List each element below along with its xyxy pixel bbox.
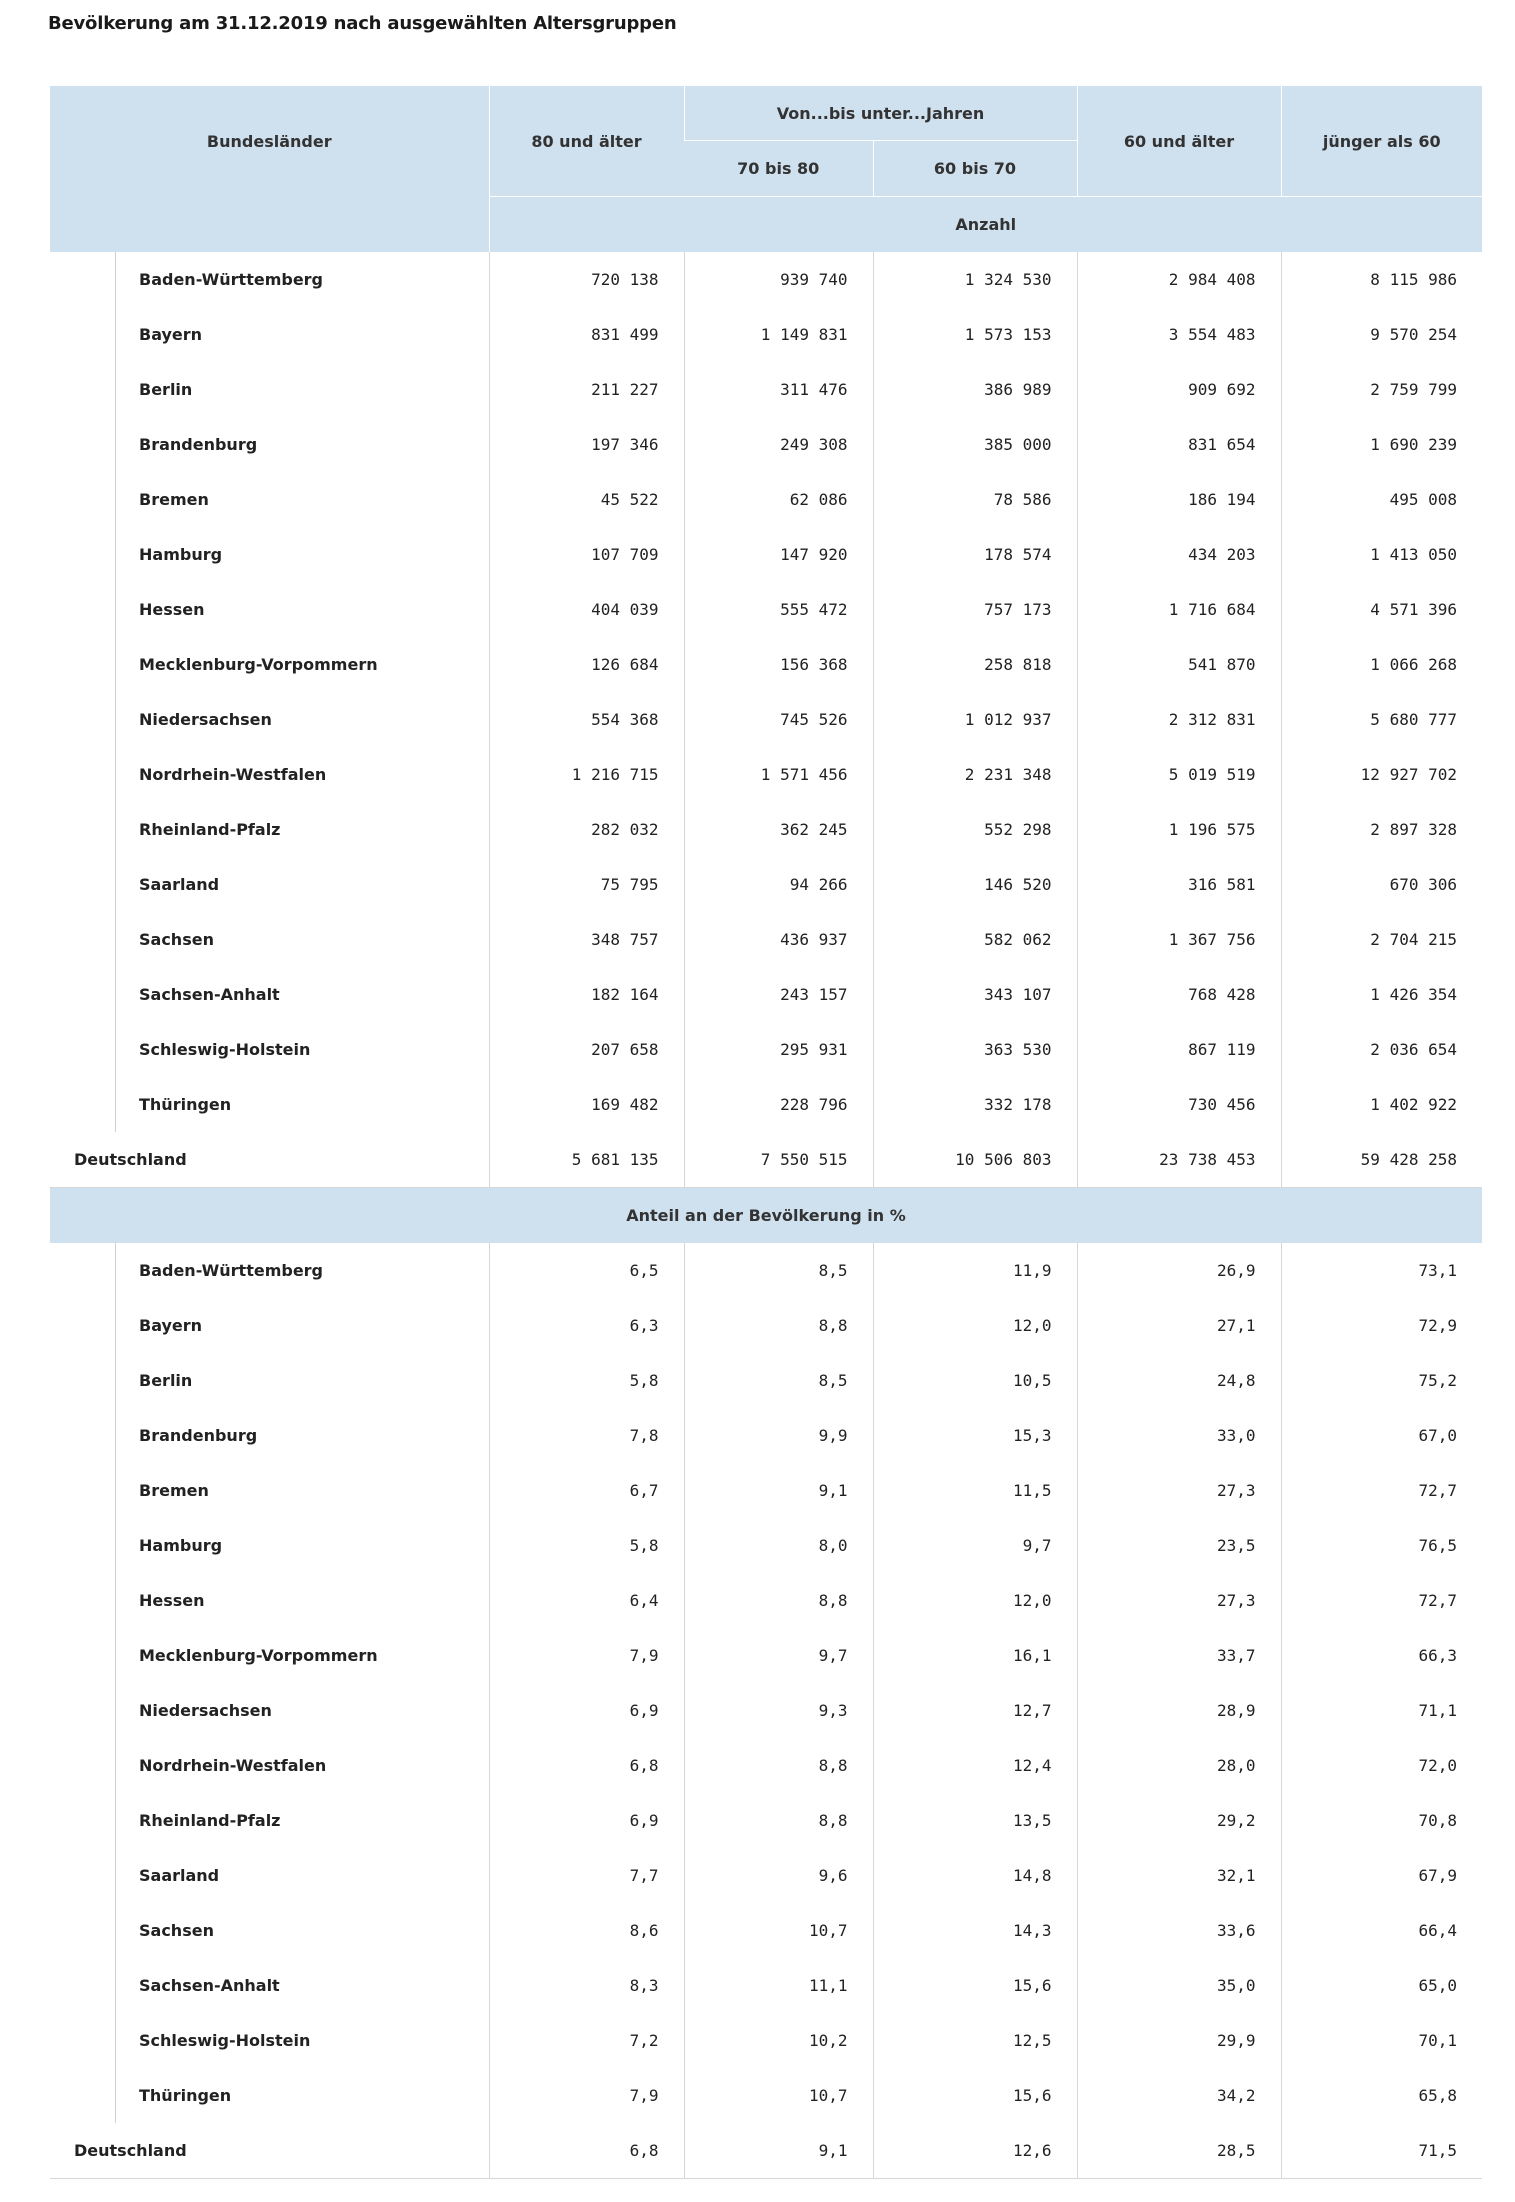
value-cell: 6,5 <box>489 1243 684 1298</box>
value-cell: 8,5 <box>684 1353 873 1408</box>
value-cell: 72,9 <box>1281 1298 1482 1353</box>
value-cell: 67,0 <box>1281 1408 1482 1463</box>
header-60-plus: 60 und älter <box>1077 86 1281 197</box>
table-row <box>50 307 1482 362</box>
region-name: Sachsen-Anhalt <box>50 1958 489 2013</box>
value-cell: 495 008 <box>1281 472 1482 527</box>
value-cell: 34,2 <box>1077 2068 1281 2123</box>
value-cell: 282 032 <box>489 802 684 857</box>
table-row <box>50 692 1482 747</box>
region-name: Niedersachsen <box>50 1683 489 1738</box>
total-value-cell: 9,1 <box>684 2123 873 2179</box>
value-cell: 386 989 <box>873 362 1077 417</box>
region-name: Bayern <box>50 307 489 362</box>
value-cell: 6,4 <box>489 1573 684 1628</box>
value-cell: 348 757 <box>489 912 684 967</box>
value-cell: 11,5 <box>873 1463 1077 1518</box>
table-row <box>50 802 1482 857</box>
table-row <box>50 857 1482 912</box>
value-cell: 12,4 <box>873 1738 1077 1793</box>
region-name: Sachsen-Anhalt <box>50 967 489 1022</box>
table-row <box>50 912 1482 967</box>
region-name: Hessen <box>50 582 489 637</box>
table-row <box>50 1243 1482 1298</box>
table-row <box>50 417 1482 472</box>
value-cell: 939 740 <box>684 252 873 307</box>
value-cell: 26,9 <box>1077 1243 1281 1298</box>
total-value-cell: 12,6 <box>873 2123 1077 2179</box>
value-cell: 6,3 <box>489 1298 684 1353</box>
header-60-70: 60 bis 70 <box>873 141 1077 197</box>
value-cell: 1 012 937 <box>873 692 1077 747</box>
value-cell: 70,1 <box>1281 2013 1482 2068</box>
value-cell: 5 680 777 <box>1281 692 1482 747</box>
value-cell: 76,5 <box>1281 1518 1482 1573</box>
value-cell: 28,0 <box>1077 1738 1281 1793</box>
value-cell: 332 178 <box>873 1077 1077 1132</box>
value-cell: 2 897 328 <box>1281 802 1482 857</box>
table-row <box>50 582 1482 637</box>
value-cell: 16,1 <box>873 1628 1077 1683</box>
header-unit-count: Anzahl <box>489 197 1482 253</box>
table-row <box>50 2013 1482 2068</box>
value-cell: 1 571 456 <box>684 747 873 802</box>
region-name: Bremen <box>50 472 489 527</box>
region-name: Mecklenburg-Vorpommern <box>50 637 489 692</box>
value-cell: 1 149 831 <box>684 307 873 362</box>
value-cell: 1 324 530 <box>873 252 1077 307</box>
value-cell: 5,8 <box>489 1518 684 1573</box>
value-cell: 7,2 <box>489 2013 684 2068</box>
region-name: Thüringen <box>50 2068 489 2123</box>
region-name: Brandenburg <box>50 417 489 472</box>
value-cell: 10,7 <box>684 2068 873 2123</box>
value-cell: 831 654 <box>1077 417 1281 472</box>
value-cell: 9,9 <box>684 1408 873 1463</box>
region-name: Nordrhein-Westfalen <box>50 1738 489 1793</box>
value-cell: 70,8 <box>1281 1793 1482 1848</box>
value-cell: 23,5 <box>1077 1518 1281 1573</box>
value-cell: 7,7 <box>489 1848 684 1903</box>
value-cell: 178 574 <box>873 527 1077 582</box>
table-row <box>50 637 1482 692</box>
total-value-cell: 59 428 258 <box>1281 1132 1482 1188</box>
value-cell: 3 554 483 <box>1077 307 1281 362</box>
page-title: Bevölkerung am 31.12.2019 nach ausgewählten Altersgruppen <box>48 13 677 34</box>
value-cell: 867 119 <box>1077 1022 1281 1077</box>
region-name: Hamburg <box>50 1518 489 1573</box>
value-cell: 7,8 <box>489 1408 684 1463</box>
value-cell: 8 115 986 <box>1281 252 1482 307</box>
table-row <box>50 1022 1482 1077</box>
value-cell: 8,6 <box>489 1903 684 1958</box>
value-cell: 107 709 <box>489 527 684 582</box>
value-cell: 768 428 <box>1077 967 1281 1022</box>
total-value-cell: 23 738 453 <box>1077 1132 1281 1188</box>
value-cell: 1 367 756 <box>1077 912 1281 967</box>
value-cell: 28,9 <box>1077 1683 1281 1738</box>
value-cell: 27,3 <box>1077 1573 1281 1628</box>
total-label: Deutschland <box>50 1132 489 1188</box>
value-cell: 8,3 <box>489 1958 684 2013</box>
value-cell: 62 086 <box>684 472 873 527</box>
value-cell: 12,0 <box>873 1298 1077 1353</box>
value-cell: 6,7 <box>489 1463 684 1518</box>
value-cell: 720 138 <box>489 252 684 307</box>
value-cell: 2 036 654 <box>1281 1022 1482 1077</box>
value-cell: 197 346 <box>489 417 684 472</box>
value-cell: 186 194 <box>1077 472 1281 527</box>
table-row <box>50 362 1482 417</box>
value-cell: 45 522 <box>489 472 684 527</box>
header-under-60: jünger als 60 <box>1281 86 1482 197</box>
value-cell: 207 658 <box>489 1022 684 1077</box>
table-row <box>50 1738 1482 1793</box>
region-name: Schleswig-Holstein <box>50 2013 489 2068</box>
value-cell: 14,8 <box>873 1848 1077 1903</box>
value-cell: 2 704 215 <box>1281 912 1482 967</box>
region-name: Rheinland-Pfalz <box>50 802 489 857</box>
value-cell: 12,0 <box>873 1573 1077 1628</box>
region-name: Baden-Württemberg <box>50 1243 489 1298</box>
value-cell: 670 306 <box>1281 857 1482 912</box>
value-cell: 554 368 <box>489 692 684 747</box>
value-cell: 745 526 <box>684 692 873 747</box>
table-row <box>50 1958 1482 2013</box>
region-name: Berlin <box>50 362 489 417</box>
value-cell: 6,9 <box>489 1683 684 1738</box>
table-row <box>50 1463 1482 1518</box>
value-cell: 6,8 <box>489 1738 684 1793</box>
section-label-percent: Anteil an der Bevölkerung in % <box>50 1188 1482 1244</box>
total-value-cell: 71,5 <box>1281 2123 1482 2179</box>
value-cell: 436 937 <box>684 912 873 967</box>
value-cell: 29,2 <box>1077 1793 1281 1848</box>
region-name: Berlin <box>50 1353 489 1408</box>
table-row <box>50 1353 1482 1408</box>
value-cell: 8,8 <box>684 1793 873 1848</box>
table-row <box>50 252 1482 307</box>
value-cell: 831 499 <box>489 307 684 362</box>
value-cell: 71,1 <box>1281 1683 1482 1738</box>
value-cell: 13,5 <box>873 1793 1077 1848</box>
table-row <box>50 967 1482 1022</box>
population-table <box>50 86 1482 2179</box>
value-cell: 582 062 <box>873 912 1077 967</box>
value-cell: 11,9 <box>873 1243 1077 1298</box>
header-region: Bundesländer <box>50 86 489 197</box>
value-cell: 258 818 <box>873 637 1077 692</box>
section-row <box>50 1188 1482 1244</box>
value-cell: 7,9 <box>489 2068 684 2123</box>
table-row <box>50 1628 1482 1683</box>
header-spacer <box>50 197 489 253</box>
value-cell: 8,8 <box>684 1738 873 1793</box>
table-row <box>50 1573 1482 1628</box>
region-name: Brandenburg <box>50 1408 489 1463</box>
region-name: Hamburg <box>50 527 489 582</box>
table-row <box>50 472 1482 527</box>
value-cell: 6,9 <box>489 1793 684 1848</box>
value-cell: 1 066 268 <box>1281 637 1482 692</box>
total-value-cell: 10 506 803 <box>873 1132 1077 1188</box>
value-cell: 15,6 <box>873 1958 1077 2013</box>
value-cell: 10,5 <box>873 1353 1077 1408</box>
value-cell: 243 157 <box>684 967 873 1022</box>
table-row <box>50 1298 1482 1353</box>
value-cell: 5,8 <box>489 1353 684 1408</box>
value-cell: 9,3 <box>684 1683 873 1738</box>
region-name: Saarland <box>50 1848 489 1903</box>
value-cell: 228 796 <box>684 1077 873 1132</box>
value-cell: 32,1 <box>1077 1848 1281 1903</box>
percent-section-header <box>50 1188 1482 1244</box>
table-row <box>50 1793 1482 1848</box>
table-row <box>50 1683 1482 1738</box>
value-cell: 147 920 <box>684 527 873 582</box>
value-cell: 146 520 <box>873 857 1077 912</box>
value-cell: 9 570 254 <box>1281 307 1482 362</box>
total-value-cell: 7 550 515 <box>684 1132 873 1188</box>
value-cell: 343 107 <box>873 967 1077 1022</box>
value-cell: 295 931 <box>684 1022 873 1077</box>
value-cell: 14,3 <box>873 1903 1077 1958</box>
percents-section <box>50 1243 1482 2179</box>
value-cell: 1 716 684 <box>1077 582 1281 637</box>
region-name: Mecklenburg-Vorpommern <box>50 1628 489 1683</box>
total-value-cell: 6,8 <box>489 2123 684 2179</box>
value-cell: 1 426 354 <box>1281 967 1482 1022</box>
value-cell: 67,9 <box>1281 1848 1482 1903</box>
value-cell: 156 368 <box>684 637 873 692</box>
region-name: Hessen <box>50 1573 489 1628</box>
value-cell: 5 019 519 <box>1077 747 1281 802</box>
value-cell: 11,1 <box>684 1958 873 2013</box>
value-cell: 12 927 702 <box>1281 747 1482 802</box>
value-cell: 9,7 <box>684 1628 873 1683</box>
value-cell: 909 692 <box>1077 362 1281 417</box>
value-cell: 72,7 <box>1281 1573 1482 1628</box>
value-cell: 434 203 <box>1077 527 1281 582</box>
table-header <box>50 86 1482 252</box>
value-cell: 66,4 <box>1281 1903 1482 1958</box>
region-name: Rheinland-Pfalz <box>50 1793 489 1848</box>
table-row <box>50 527 1482 582</box>
table-row <box>50 1408 1482 1463</box>
value-cell: 8,5 <box>684 1243 873 1298</box>
value-cell: 10,7 <box>684 1903 873 1958</box>
value-cell: 1 690 239 <box>1281 417 1482 472</box>
value-cell: 2 312 831 <box>1077 692 1281 747</box>
total-value-cell: 28,5 <box>1077 2123 1281 2179</box>
value-cell: 75 795 <box>489 857 684 912</box>
value-cell: 9,7 <box>873 1518 1077 1573</box>
region-name: Schleswig-Holstein <box>50 1022 489 1077</box>
value-cell: 363 530 <box>873 1022 1077 1077</box>
value-cell: 73,1 <box>1281 1243 1482 1298</box>
value-cell: 15,3 <box>873 1408 1077 1463</box>
region-name: Niedersachsen <box>50 692 489 747</box>
region-name: Saarland <box>50 857 489 912</box>
value-cell: 311 476 <box>684 362 873 417</box>
total-value-cell: 5 681 135 <box>489 1132 684 1188</box>
counts-section <box>50 252 1482 1188</box>
value-cell: 211 227 <box>489 362 684 417</box>
total-row <box>50 2123 1482 2179</box>
value-cell: 12,5 <box>873 2013 1077 2068</box>
region-name: Sachsen <box>50 912 489 967</box>
value-cell: 9,6 <box>684 1848 873 1903</box>
table-row <box>50 1903 1482 1958</box>
table-row <box>50 1848 1482 1903</box>
value-cell: 65,8 <box>1281 2068 1482 2123</box>
value-cell: 29,9 <box>1077 2013 1281 2068</box>
value-cell: 15,6 <box>873 2068 1077 2123</box>
value-cell: 78 586 <box>873 472 1077 527</box>
value-cell: 72,7 <box>1281 1463 1482 1518</box>
value-cell: 8,0 <box>684 1518 873 1573</box>
header-age-range-group: Von...bis unter...Jahren <box>684 86 1077 141</box>
value-cell: 7,9 <box>489 1628 684 1683</box>
value-cell: 8,8 <box>684 1573 873 1628</box>
value-cell: 2 231 348 <box>873 747 1077 802</box>
table-row <box>50 1518 1482 1573</box>
value-cell: 94 266 <box>684 857 873 912</box>
value-cell: 730 456 <box>1077 1077 1281 1132</box>
value-cell: 75,2 <box>1281 1353 1482 1408</box>
value-cell: 10,2 <box>684 2013 873 2068</box>
value-cell: 66,3 <box>1281 1628 1482 1683</box>
value-cell: 27,3 <box>1077 1463 1281 1518</box>
value-cell: 4 571 396 <box>1281 582 1482 637</box>
value-cell: 404 039 <box>489 582 684 637</box>
value-cell: 552 298 <box>873 802 1077 857</box>
value-cell: 72,0 <box>1281 1738 1482 1793</box>
region-name: Sachsen <box>50 1903 489 1958</box>
value-cell: 249 308 <box>684 417 873 472</box>
value-cell: 757 173 <box>873 582 1077 637</box>
table-row <box>50 747 1482 802</box>
total-label: Deutschland <box>50 2123 489 2179</box>
value-cell: 1 402 922 <box>1281 1077 1482 1132</box>
value-cell: 182 164 <box>489 967 684 1022</box>
table-row <box>50 1077 1482 1132</box>
value-cell: 8,8 <box>684 1298 873 1353</box>
value-cell: 27,1 <box>1077 1298 1281 1353</box>
value-cell: 35,0 <box>1077 1958 1281 2013</box>
value-cell: 1 216 715 <box>489 747 684 802</box>
total-row <box>50 1132 1482 1188</box>
value-cell: 385 000 <box>873 417 1077 472</box>
value-cell: 1 573 153 <box>873 307 1077 362</box>
value-cell: 169 482 <box>489 1077 684 1132</box>
header-80-plus: 80 und älter <box>489 86 684 197</box>
value-cell: 555 472 <box>684 582 873 637</box>
region-name: Nordrhein-Westfalen <box>50 747 489 802</box>
value-cell: 12,7 <box>873 1683 1077 1738</box>
region-name: Thüringen <box>50 1077 489 1132</box>
value-cell: 541 870 <box>1077 637 1281 692</box>
value-cell: 33,7 <box>1077 1628 1281 1683</box>
value-cell: 65,0 <box>1281 1958 1482 2013</box>
region-name: Bayern <box>50 1298 489 1353</box>
value-cell: 1 413 050 <box>1281 527 1482 582</box>
value-cell: 316 581 <box>1077 857 1281 912</box>
region-name: Baden-Württemberg <box>50 252 489 307</box>
table-row <box>50 2068 1482 2123</box>
value-cell: 33,6 <box>1077 1903 1281 1958</box>
header-70-80: 70 bis 80 <box>684 141 873 197</box>
value-cell: 24,8 <box>1077 1353 1281 1408</box>
value-cell: 2 759 799 <box>1281 362 1482 417</box>
value-cell: 126 684 <box>489 637 684 692</box>
value-cell: 1 196 575 <box>1077 802 1281 857</box>
value-cell: 9,1 <box>684 1463 873 1518</box>
value-cell: 2 984 408 <box>1077 252 1281 307</box>
value-cell: 33,0 <box>1077 1408 1281 1463</box>
value-cell: 362 245 <box>684 802 873 857</box>
region-name: Bremen <box>50 1463 489 1518</box>
